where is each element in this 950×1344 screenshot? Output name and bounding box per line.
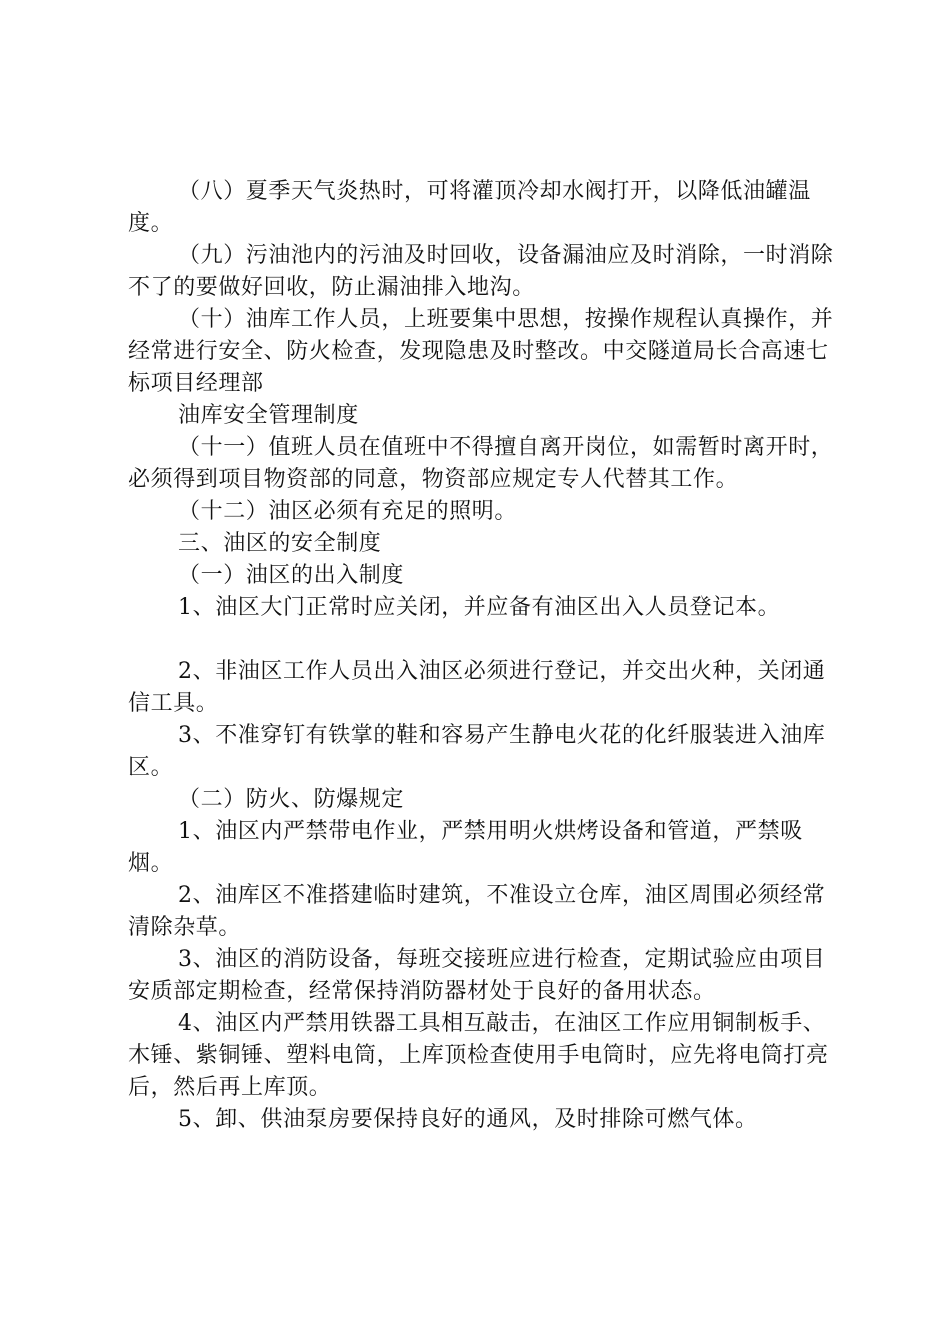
paragraph-summer-cooling: （八）夏季天气炎热时，可将灌顶冷却水阀打开，以降低油罐温度。: [128, 179, 811, 236]
subsection-heading-fire: （二）防火、防爆规定: [178, 787, 405, 812]
list-item-ventilation: 5、卸、供油泵房要保持良好的通风，及时排除可燃气体。: [178, 1107, 758, 1132]
paragraph-lighting: （十二）油区必须有充足的照明。: [178, 499, 518, 524]
list-item-fire-equipment: 3、油区的消防设备，每班交接班应进行检查，定期试验应由项目安质部定期检查，经常保持消防器材处于良好的备用状态。: [128, 947, 826, 1004]
list-item-clothing: 3、不准穿钉有铁掌的鞋和容易产生静电火花的化纤服装进入油库区。: [128, 723, 826, 780]
list-item-gate: 1、油区大门正常时应关闭，并应备有油区出入人员登记本。: [178, 595, 781, 620]
paragraph-heading-management: 油库安全管理制度: [178, 403, 359, 428]
subsection-heading-entry: （一）油区的出入制度: [178, 563, 405, 588]
paragraph-waste-oil: （九）污油池内的污油及时回收，设备漏油应及时消除，一时消除不了的要做好回收，防止漏油排入地沟。: [128, 243, 834, 300]
document-body: [128, 176, 840, 1136]
section-heading-safety: 三、油区的安全制度: [178, 531, 382, 556]
list-item-no-live-work: 1、油区内严禁带电作业，严禁用明火烘烤设备和管道，严禁吸烟。: [128, 819, 803, 876]
paragraph-staff-duty: （十）油库工作人员，上班要集中思想，按操作规程认真操作，并经常进行安全、防火检查，发现隐患及时整改。中交隧道局长合高速七标项目经理部: [128, 307, 834, 396]
list-item-no-buildings: 2、油库区不准搭建临时建筑，不准设立仓库，油区周围必须经常清除杂草。: [128, 883, 826, 940]
list-item-tools: 4、油区内严禁用铁器工具相互敲击，在油区工作应用铜制板手、木锤、紫铜锤、塑料电筒，上库顶检查使用手电筒时，应先将电筒打亮后，然后再上库顶。: [128, 1011, 829, 1100]
list-item-registration: 2、非油区工作人员出入油区必须进行登记，并交出火种，关闭通信工具。: [128, 659, 826, 716]
paragraph-on-duty: （十一）值班人员在值班中不得擅自离开岗位，如需暂时离开时，必须得到项目物资部的同意，物资部应规定专人代替其工作。: [128, 435, 834, 492]
